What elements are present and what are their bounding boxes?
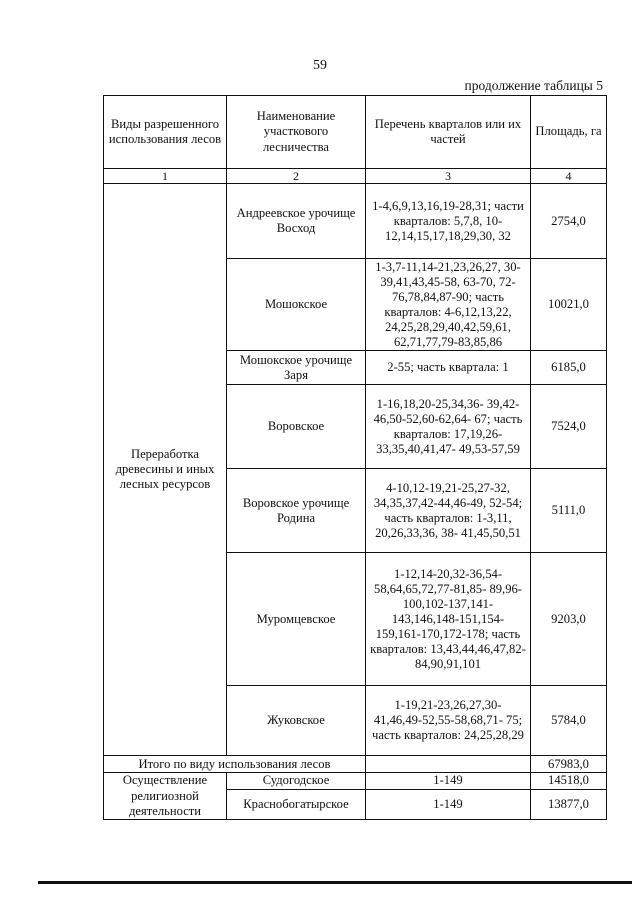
total-area: 67983,0	[531, 756, 607, 773]
total-label: Итого по виду использования лесов	[104, 756, 366, 773]
quarters-list: 1-16,18,20-25,34,36- 39,42-46,50-52,60-62,64- 67; часть кварталов: 17,19,26-33,35,40,41,47- 49,53-57,59	[366, 385, 531, 469]
area-value: 2754,0	[531, 184, 607, 259]
header-use-type: Виды разрешенного использования лесов	[104, 96, 227, 169]
forestry-name: Жуковское	[227, 686, 366, 756]
area-value: 5111,0	[531, 469, 607, 553]
forestry-name: Мошокское урочище Заря	[227, 351, 366, 385]
header-area: Площадь, га	[531, 96, 607, 169]
area-value: 9203,0	[531, 553, 607, 686]
use-type-cell: Осуществление религиозной деятельности	[104, 773, 227, 819]
bottom-divider-line	[38, 881, 632, 884]
forestry-name: Мошокское	[227, 259, 366, 351]
quarters-list: 4-10,12-19,21-25,27-32, 34,35,37,42-44,46-49, 52-54; часть кварталов: 1-3,11, 20,26,33,36, 38- 41,45,50,51	[366, 469, 531, 553]
area-value: 14518,0	[531, 773, 607, 789]
quarters-list: 1-19,21-23,26,27,30- 41,46,49-52,55-58,68,71- 75; часть кварталов: 24,25,28,29	[366, 686, 531, 756]
area-value: 6185,0	[531, 351, 607, 385]
table-row	[104, 773, 607, 789]
column-number: 3	[366, 169, 531, 184]
forest-use-table	[103, 95, 607, 820]
total-row	[104, 756, 607, 773]
area-value: 5784,0	[531, 686, 607, 756]
area-value: 13877,0	[531, 789, 607, 819]
forestry-name: Муромцевское	[227, 553, 366, 686]
column-number-row	[104, 169, 607, 184]
quarters-list: 1-4,6,9,13,16,19-28,31; части кварталов: 5,7,8, 10-12,14,15,17,18,29,30, 32	[366, 184, 531, 259]
quarters-list: 1-12,14-20,32-36,54- 58,64,65,72,77-81,85- 89,96-100,102-137,141- 143,146,148-151,154- 159,161-170,172-178; часть кварталов: 13,43,44,46,47,82- 84,90,91,101	[366, 553, 531, 686]
forestry-name: Воровское урочище Родина	[227, 469, 366, 553]
use-type-cell: Переработка древесины и иных лесных ресурсов	[104, 184, 227, 756]
quarters-list: 2-55; часть квартала: 1	[366, 351, 531, 385]
column-number: 2	[227, 169, 366, 184]
area-value: 7524,0	[531, 385, 607, 469]
table-row	[104, 184, 607, 259]
column-number: 4	[531, 169, 607, 184]
column-number: 1	[104, 169, 227, 184]
quarters-list: 1-149	[366, 789, 531, 819]
area-value: 10021,0	[531, 259, 607, 351]
header-forestry-name: Наименование участкового лесничества	[227, 96, 366, 169]
table-continuation-label: продолжение таблицы 5	[464, 78, 603, 93]
page-number: 59	[313, 58, 327, 73]
forestry-name: Судогодское	[227, 773, 366, 789]
quarters-list: 1-149	[366, 773, 531, 789]
header-row	[104, 96, 607, 169]
quarters-list: 1-3,7-11,14-21,23,26,27, 30-39,41,43,45-58, 63-70, 72-76,78,84,87-90; часть кварталов: 4-6,12,13,22, 24,25,28,29,40,42,59,61, 62,71,77,79-83,85,86	[366, 259, 531, 351]
forestry-name: Воровское	[227, 385, 366, 469]
total-quarters-empty	[366, 756, 531, 773]
header-quarters: Перечень кварталов или их частей	[366, 96, 531, 169]
forestry-name: Краснобогатырское	[227, 789, 366, 819]
forestry-name: Андреевское урочище Восход	[227, 184, 366, 259]
